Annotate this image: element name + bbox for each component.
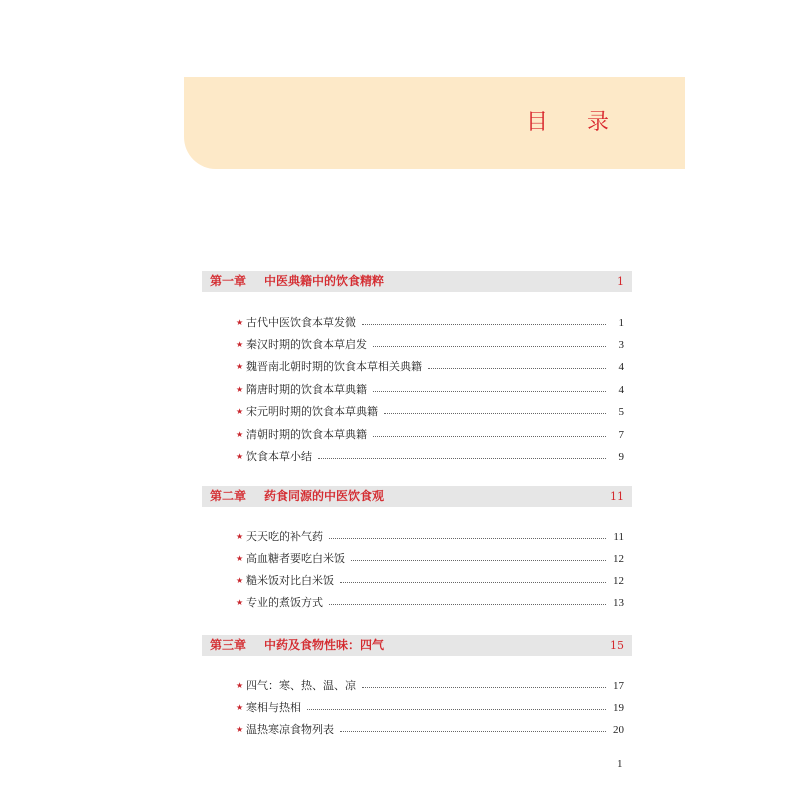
toc-entry-page: 7 [618, 429, 624, 441]
star-bullet-icon: ★ [236, 362, 244, 371]
toc-entry-label: 高血糖者要吃白米饭 [246, 552, 345, 565]
toc-entry-page: 11 [613, 531, 624, 543]
chapter-title: 中药及食物性味：四气 [264, 638, 385, 652]
dot-leader [340, 582, 606, 583]
toc-entry[interactable] [236, 427, 624, 443]
toc-entry-label: 寒相与热相 [246, 701, 301, 714]
toc-entry[interactable] [236, 595, 624, 611]
star-bullet-icon: ★ [236, 725, 244, 734]
toc-entry-label: 古代中医饮食本草发微 [246, 316, 356, 329]
dot-leader [307, 709, 606, 710]
toc-entry-page: 4 [618, 384, 624, 396]
toc-entry[interactable] [236, 529, 624, 545]
toc-entry[interactable] [236, 722, 624, 738]
toc-entry-label: 宋元明时期的饮食本草典籍 [246, 405, 378, 418]
toc-entry-page: 9 [618, 451, 624, 463]
toc-entry-label: 糙米饭对比白米饭 [246, 574, 334, 587]
dot-leader [329, 604, 606, 605]
toc-entry-label: 隋唐时期的饮食本草典籍 [246, 383, 367, 396]
chapter-number: 第一章 [210, 274, 247, 288]
chapter-heading[interactable] [202, 271, 632, 292]
dot-leader [373, 391, 606, 392]
dot-leader [373, 346, 606, 347]
toc-entry-page: 4 [618, 361, 624, 373]
star-bullet-icon: ★ [236, 532, 244, 541]
star-bullet-icon: ★ [236, 407, 244, 416]
toc-entry-page: 17 [613, 680, 624, 692]
toc-entry[interactable] [236, 449, 624, 465]
toc-entry-page: 12 [613, 575, 624, 587]
header-banner [184, 77, 685, 169]
star-bullet-icon: ★ [236, 681, 244, 690]
dot-leader [362, 324, 606, 325]
star-bullet-icon: ★ [236, 703, 244, 712]
star-bullet-icon: ★ [236, 554, 244, 563]
toc-entry[interactable] [236, 337, 624, 353]
dot-leader [362, 687, 606, 688]
toc-entry-label: 秦汉时期的饮食本草启发 [246, 338, 367, 351]
toc-entry-page: 20 [613, 724, 624, 736]
footer-page-number: 1 [617, 758, 623, 770]
toc-entry-page: 12 [613, 553, 624, 565]
dot-leader [428, 368, 606, 369]
toc-entry-page: 3 [618, 339, 624, 351]
dot-leader [373, 436, 606, 437]
chapter-page-number: 15 [610, 639, 624, 652]
toc-entry[interactable] [236, 382, 624, 398]
toc-entry[interactable] [236, 551, 624, 567]
toc-entry-page: 1 [618, 317, 624, 329]
star-bullet-icon: ★ [236, 385, 244, 394]
chapter-heading[interactable] [202, 635, 632, 656]
toc-entry-label: 清朝时期的饮食本草典籍 [246, 428, 367, 441]
star-bullet-icon: ★ [236, 452, 244, 461]
star-bullet-icon: ★ [236, 318, 244, 327]
star-bullet-icon: ★ [236, 340, 244, 349]
star-bullet-icon: ★ [236, 598, 244, 607]
toc-entry[interactable] [236, 678, 624, 694]
toc-entry[interactable] [236, 700, 624, 716]
toc-entry-page: 19 [613, 702, 624, 714]
dot-leader [384, 413, 606, 414]
toc-entry-label: 魏晋南北朝时期的饮食本草相关典籍 [246, 360, 422, 373]
star-bullet-icon: ★ [236, 576, 244, 585]
toc-entry-page: 5 [618, 406, 624, 418]
chapter-title: 中医典籍中的饮食精粹 [264, 274, 385, 288]
toc-entry[interactable] [236, 359, 624, 375]
toc-entry-label: 专业的煮饭方式 [246, 596, 323, 609]
toc-entry-label: 四气：寒、热、温、凉 [246, 679, 356, 692]
toc-entry[interactable] [236, 404, 624, 420]
chapter-page-number: 11 [610, 490, 624, 503]
page-title: 目 录 [526, 110, 625, 135]
chapter-number: 第三章 [210, 638, 247, 652]
toc-entry-label: 天天吃的补气药 [246, 530, 323, 543]
chapter-number: 第二章 [210, 489, 247, 503]
chapter-heading[interactable] [202, 486, 632, 507]
chapter-title: 药食同源的中医饮食观 [264, 489, 385, 503]
dot-leader [329, 538, 606, 539]
toc-entry-page: 13 [613, 597, 624, 609]
toc-entry-label: 饮食本草小结 [246, 450, 312, 463]
dot-leader [351, 560, 606, 561]
toc-entry-label: 温热寒凉食物列表 [246, 723, 334, 736]
star-bullet-icon: ★ [236, 430, 244, 439]
chapter-page-number: 1 [617, 275, 624, 288]
dot-leader [340, 731, 606, 732]
dot-leader [318, 458, 606, 459]
toc-entry[interactable] [236, 315, 624, 331]
toc-entry[interactable] [236, 573, 624, 589]
